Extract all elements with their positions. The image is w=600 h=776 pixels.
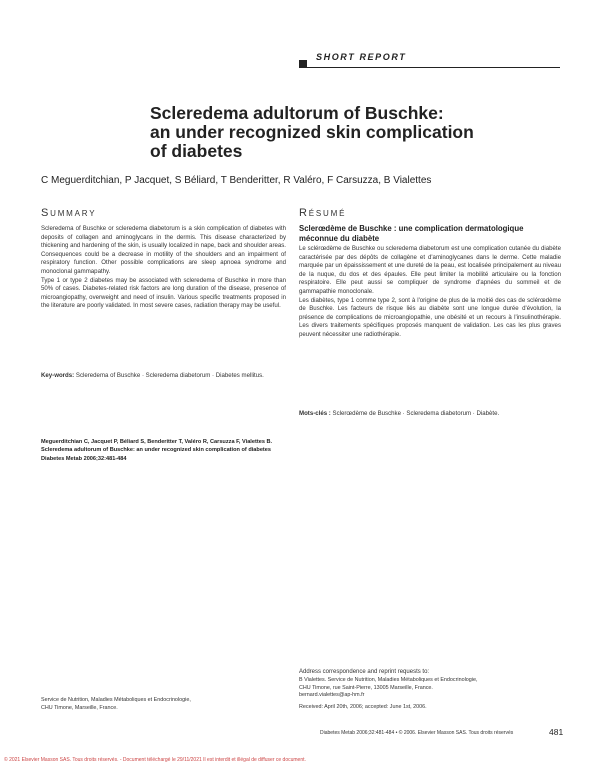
title-line: of diabetes: [150, 141, 243, 161]
resume-paragraph: Les diabètes, type 1 comme type 2, sont à l'origine de plus de la moitié des cas de sclérœdème de Buschke. Les facteurs de risque liés au diabète sont une longue durée d'évolution, la présence de complications de microangiopathie, une obésité et un recours à l'insulinothérapie. Les divers traitements spécifiques proposés manquent de validation. Les cas les plus graves peuvent nécessiter une radiothérapie.: [299, 296, 561, 338]
resume-heading: [299, 207, 346, 219]
journal-footer: Diabetes Metab 2006;32:481-484 • © 2006. Elsevier Masson SAS. Tous droits réservés: [320, 730, 514, 736]
summary-heading-initial: S: [41, 207, 51, 219]
article-title: [150, 104, 510, 161]
keywords-text: Sclerœdème de Buschke · Scleredema diabetorum · Diabète.: [332, 410, 500, 417]
title-line: an under recognized skin complication: [150, 122, 474, 142]
correspondence-email: bernard.vialettes@ap-hm.fr: [299, 692, 365, 699]
summary-paragraph: Type 1 or type 2 diabetes may be associated with scleredema of Buschke in more than 50% of cases. Diabetes-related risk factors are long duration of the disease, presence of microangiopathy, overweight and need of insulin. Various specific treatments proposed in the literature are poorly validated. In most severe cases, radiation therapy may be useful.: [41, 276, 286, 310]
received-dates: Received: April 20th, 2006; accepted: June 1st, 2006.: [299, 704, 427, 711]
keywords-text: Scleredema of Buschke · Scleredema diabetorum · Diabetes mellitus.: [75, 372, 264, 379]
resume-keywords: [299, 410, 561, 419]
page-number: 481: [549, 727, 564, 737]
summary-heading-rest: UMMARY: [50, 209, 97, 218]
resume-subtitle: Sclerœdème de Buschke : une complication dermatologique méconnue du diabète: [299, 224, 524, 243]
citation-block: [41, 438, 286, 463]
resume-heading-rest: ÉSUMÉ: [308, 209, 347, 218]
title-line: Scleredema adultorum of Buschke:: [150, 103, 444, 123]
correspondence-line: CHU Timone, rue Saint-Pierre, 13005 Marseille, France.: [299, 684, 433, 691]
section-label: SHORT REPORT: [316, 52, 407, 62]
section-marker: [299, 60, 307, 68]
resume-body: [299, 245, 561, 340]
section-rule: [307, 67, 560, 68]
resume-paragraph: Le sclérœdème de Buschke ou scleredema diabetorum est une complication cutanée du diabète caractérisée par des dépôts de collagène et d'aminoglycanes dans le derme. Cette maladie marquée par un épaississement et une dureté de la peau, est localisée principalement au niveau de la nuque, du dos et des épaules. Elle peut limiter la mobilité articulaire ou la fonction respiratoire. Elle peut aussi se compliquer de syndrome d'apnées du sommeil et de gammapathie monoclonale.: [299, 245, 561, 295]
copyright-notice: © 2021 Elsevier Masson SAS. Tous droits réservés. - Document téléchargé le 29/11/2021 Il est interdit et illégal de diffuser ce document.: [4, 757, 306, 763]
keywords-label: Mots-clés :: [299, 410, 331, 417]
summary-keywords: [41, 372, 286, 381]
correspondence-intro: Address correspondence and reprint requests to:: [299, 669, 430, 675]
citation-journal: Diabetes Metab 2006;32:481-484: [41, 455, 127, 462]
summary-body: [41, 225, 286, 311]
affiliation-line: CHU Timone, Marseille, France.: [41, 704, 118, 711]
correspondence-block: [299, 669, 561, 712]
keywords-label: Key-words:: [41, 372, 75, 379]
citation-reference: Meguerditchian C, Jacquet P, Béliard S, Benderitter T, Valéro R, Carsuzza F, Vialettes B. Scleredema adultorum of Buschke: an under recognized skin complication of diabetes: [41, 439, 273, 454]
summary-heading: [41, 207, 96, 219]
resume-heading-initial: R: [299, 207, 309, 219]
affiliation-line: Service de Nutrition, Maladies Métaboliques et Endocrinologie,: [41, 697, 191, 703]
correspondence-line: B Vialettes. Service de Nutrition, Maladies Métaboliques et Endocrinologie,: [299, 676, 478, 683]
author-list: C Meguerditchian, P Jacquet, S Béliard, T Benderitter, R Valéro, F Carsuzza, B Vialettes: [41, 175, 432, 186]
affiliation-block: [41, 697, 286, 713]
summary-paragraph: Scleredema of Buschke or scleredema diabetorum is a skin complication of diabetes with deposits of collagen and aminoglycans in the dermis. This disease characterized by thickening and hardening of the skin, is usually localized in nape, back and shoulder areas. Consequences could be a decrease in motility of the shoulders and an impairment of respiratory function. Other possible complications are sleep apnoea syndrome and monoclonal gammapathy.: [41, 225, 286, 275]
